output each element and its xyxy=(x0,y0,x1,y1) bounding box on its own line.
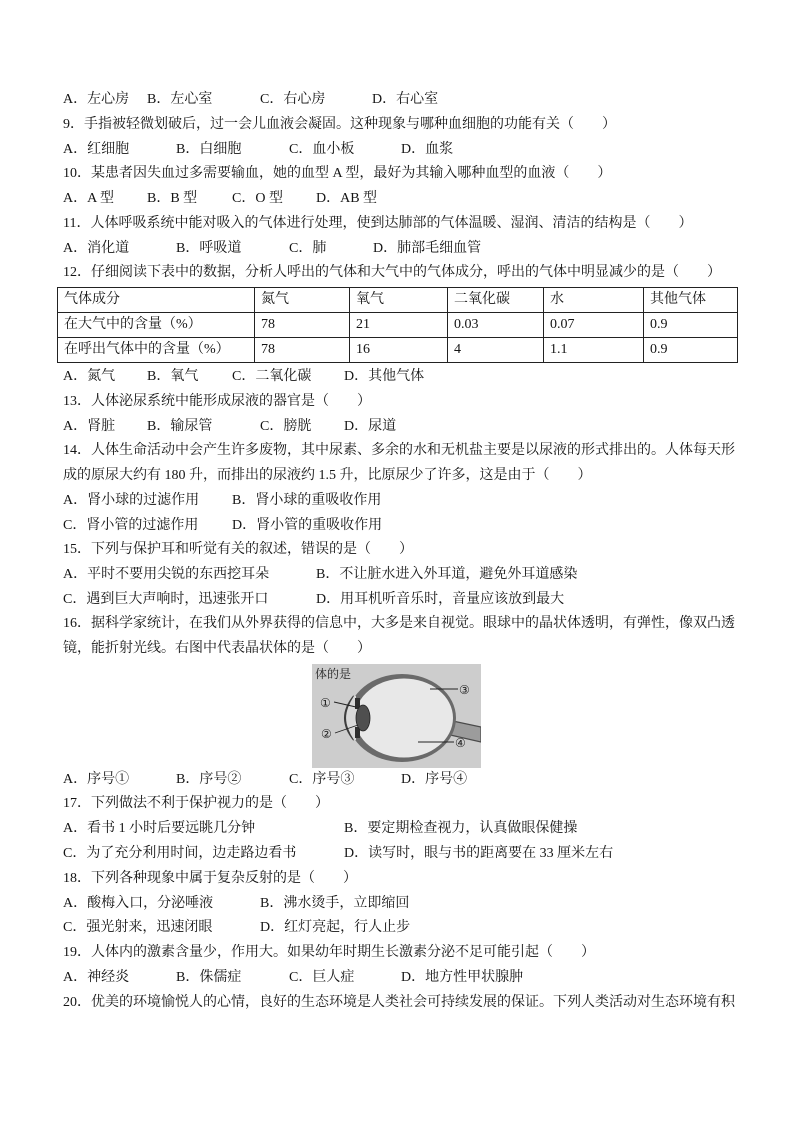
q18-option-b: B．沸水烫手，立即缩回 xyxy=(260,896,410,911)
q8-option-d: D．右心室 xyxy=(372,92,439,107)
q17-option-c: C．为了充分利用时间，边走路边看书 xyxy=(63,846,297,861)
q8-option-a: A．左心房 xyxy=(63,92,130,107)
table-cell: 78 xyxy=(255,313,350,338)
figure-caption-fragment: 体的是 xyxy=(315,667,352,681)
q19-stem: 19．人体内的激素含量少，作用大。如果幼年时期生长激素分泌不足可能引起（ ） xyxy=(63,945,595,960)
q14-stem-line-1: 14．人体生命活动中会产生许多废物，其中尿素、多余的水和无机盐主要是以尿液的形式排出的。人体每天形 xyxy=(63,443,735,458)
lens xyxy=(356,705,370,731)
q17-option-d: D．读写时，眼与书的距离要在 33 厘米左右 xyxy=(344,846,614,861)
table-cell: 0.03 xyxy=(448,313,544,338)
q11-stem: 11．人体呼吸系统中能对吸入的气体进行处理，使到达肺部的气体温暖、湿润、清洁的结构是（ ） xyxy=(63,216,693,231)
q16-stem-line-2: 镜，能折射光线。右图中代表晶状体的是（ ） xyxy=(63,641,371,656)
q10-option-d: D．AB 型 xyxy=(316,191,378,206)
table-cell: 0.9 xyxy=(644,338,738,363)
table-header-cell: 气体成分 xyxy=(58,288,255,313)
q18-stem: 18．下列各种现象中属于复杂反射的是（ ） xyxy=(63,871,357,886)
table-cell: 16 xyxy=(350,338,448,363)
q11-option-c: C．肺 xyxy=(289,241,327,256)
eye-diagram xyxy=(312,664,481,768)
q12-option-b: B．氧气 xyxy=(147,369,199,384)
q19-option-a: A．神经炎 xyxy=(63,970,130,985)
q18-option-a: A．酸梅入口，分泌唾液 xyxy=(63,896,214,911)
table-row xyxy=(58,338,738,363)
q20-stem: 20．优美的环境愉悦人的心情，良好的生态环境是人类社会可持续发展的保证。下列人类活动对生态环境有积 xyxy=(63,995,735,1010)
label-4: ④ xyxy=(455,736,466,750)
table-cell: 0.9 xyxy=(644,313,738,338)
q8-option-b: B．左心室 xyxy=(147,92,213,107)
q17-stem: 17．下列做法不利于保护视力的是（ ） xyxy=(63,796,329,811)
q13-option-d: D．尿道 xyxy=(344,419,397,434)
q14-option-d: D．肾小管的重吸收作用 xyxy=(232,518,383,533)
q12-option-d: D．其他气体 xyxy=(344,369,425,384)
table-cell: 78 xyxy=(255,338,350,363)
table-cell: 在呼出气体中的含量（%） xyxy=(58,338,255,363)
q13-option-b: B．输尿管 xyxy=(147,419,213,434)
label-1: ① xyxy=(320,696,331,710)
q18-option-c: C．强光射来，迅速闭眼 xyxy=(63,920,213,935)
table-cell: 0.07 xyxy=(544,313,644,338)
q11-option-a: A．消化道 xyxy=(63,241,130,256)
q11-option-d: D．肺部毛细血管 xyxy=(373,241,482,256)
q14-option-c: C．肾小管的过滤作用 xyxy=(63,518,199,533)
q15-option-d: D．用耳机听音乐时，音量应该放到最大 xyxy=(316,592,565,607)
table-row xyxy=(58,313,738,338)
gas-composition-table xyxy=(57,287,738,363)
q19-option-c: C．巨人症 xyxy=(289,970,355,985)
q16-option-c: C．序号③ xyxy=(289,772,355,787)
table-header-cell: 氮气 xyxy=(255,288,350,313)
q16-option-d: D．序号④ xyxy=(401,772,468,787)
q8-option-c: C．右心房 xyxy=(260,92,326,107)
q15-option-a: A．平时不要用尖锐的东西挖耳朵 xyxy=(63,567,270,582)
q17-option-b: B．要定期检查视力，认真做眼保健操 xyxy=(344,821,578,836)
q10-option-a: A．A 型 xyxy=(63,191,114,206)
q16-option-b: B．序号② xyxy=(176,772,242,787)
q18-option-d: D．红灯亮起，行人止步 xyxy=(260,920,411,935)
q12-option-c: C．二氧化碳 xyxy=(232,369,312,384)
q14-stem-line-2: 成的原尿大约有 180 升，而排出的尿液约 1.5 升，比原尿少了许多，这是由于（ ） xyxy=(63,468,592,483)
label-2: ② xyxy=(321,727,332,741)
q19-option-b: B．侏儒症 xyxy=(176,970,242,985)
table-cell: 21 xyxy=(350,313,448,338)
q10-stem: 10．某患者因失血过多需要输血，她的血型 A 型，最好为其输入哪种血型的血液（ ） xyxy=(63,166,612,181)
table-header-cell: 水 xyxy=(544,288,644,313)
q9-option-b: B．白细胞 xyxy=(176,142,242,157)
q15-option-b: B．不让脏水进入外耳道，避免外耳道感染 xyxy=(316,567,578,582)
table-header-cell: 其他气体 xyxy=(644,288,738,313)
table-header-cell: 二氧化碳 xyxy=(448,288,544,313)
q12-stem: 12．仔细阅读下表中的数据，分析人呼出的气体和大气中的气体成分，呼出的气体中明显减少的是（ ） xyxy=(63,265,721,280)
table-cell: 1.1 xyxy=(544,338,644,363)
q16-option-a: A．序号① xyxy=(63,772,130,787)
q16-stem-line-1: 16．据科学家统计，在我们从外界获得的信息中，大多是来自视觉。眼球中的晶状体透明，有弹性，像双凸透 xyxy=(63,616,735,631)
q10-option-c: C．O 型 xyxy=(232,191,283,206)
q15-option-c: C．遇到巨大声响时，迅速张开口 xyxy=(63,592,269,607)
table-cell: 4 xyxy=(448,338,544,363)
q15-stem: 15．下列与保护耳和听觉有关的叙述，错误的是（ ） xyxy=(63,542,413,557)
q9-option-c: C．血小板 xyxy=(289,142,355,157)
q14-option-a: A．肾小球的过滤作用 xyxy=(63,493,200,508)
q11-option-b: B．呼吸道 xyxy=(176,241,242,256)
q9-stem: 9．手指被轻微划破后，过一会儿血液会凝固。这种现象与哪种血细胞的功能有关（ ） xyxy=(63,117,616,132)
q10-option-b: B．B 型 xyxy=(147,191,198,206)
q19-option-d: D．地方性甲状腺肿 xyxy=(401,970,524,985)
table-header-cell: 氧气 xyxy=(350,288,448,313)
label-3: ③ xyxy=(459,683,470,697)
q13-option-c: C．膀胱 xyxy=(260,419,312,434)
q13-stem: 13．人体泌尿系统中能形成尿液的器官是（ ） xyxy=(63,394,371,409)
q9-option-d: D．血浆 xyxy=(401,142,454,157)
table-cell: 在大气中的含量（%） xyxy=(58,313,255,338)
q17-option-a: A．看书 1 小时后要远眺几分钟 xyxy=(63,821,256,836)
q13-option-a: A．肾脏 xyxy=(63,419,116,434)
q14-option-b: B．肾小球的重吸收作用 xyxy=(232,493,382,508)
q9-option-a: A．红细胞 xyxy=(63,142,130,157)
table-header-row xyxy=(58,288,738,313)
q12-option-a: A．氮气 xyxy=(63,369,116,384)
